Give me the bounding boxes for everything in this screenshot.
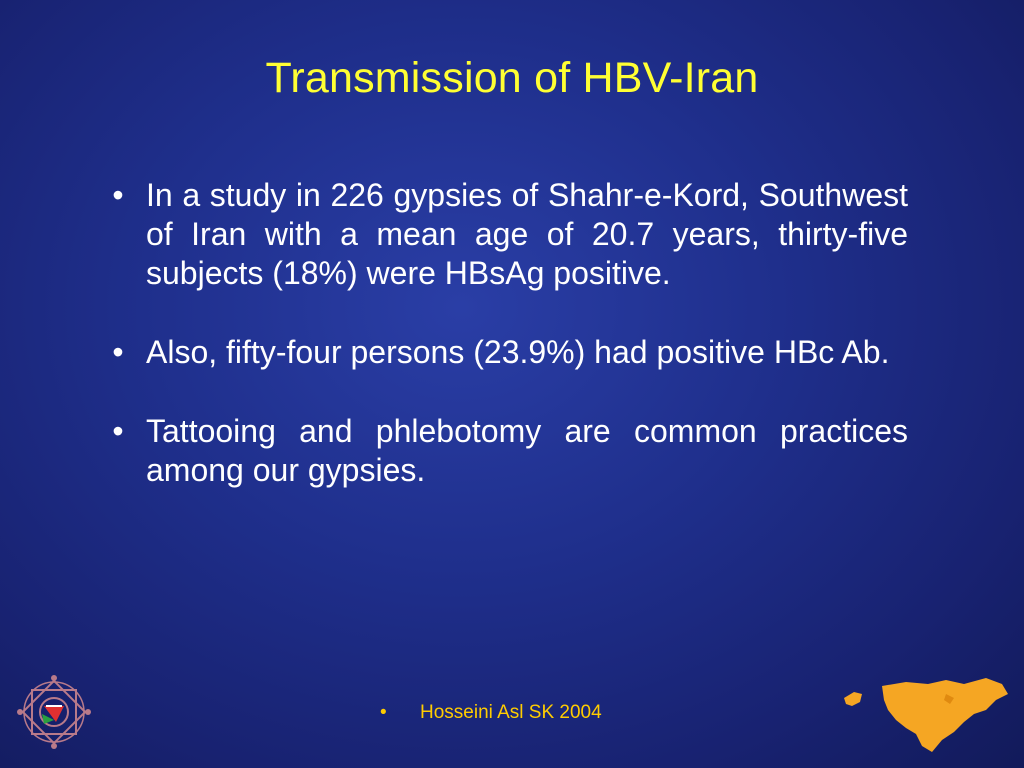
bullet-list xyxy=(108,176,908,530)
footer-citation xyxy=(380,700,602,726)
bullet-item xyxy=(108,412,908,490)
citation-text: Hosseini Asl SK 2004 xyxy=(420,702,602,723)
bullet-text: In a study in 226 gypsies of Shahr-e-Kord, Southwest of Iran with a mean age of 20.7 years, thirty-five subjects (18%) were HBsAg positive. xyxy=(146,177,908,291)
footer-marker: • xyxy=(380,702,387,723)
institution-emblem-icon xyxy=(14,672,94,752)
bullet-item xyxy=(108,176,908,293)
bullet-marker: • xyxy=(112,413,124,449)
bullet-item xyxy=(108,333,908,372)
bullet-marker: • xyxy=(112,177,124,213)
bullet-text: Also, fifty-four persons (23.9%) had positive HBc Ab. xyxy=(146,334,890,370)
slide-title: Transmission of HBV-Iran xyxy=(265,54,759,102)
bullet-marker: • xyxy=(112,334,124,370)
bullet-text: Tattooing and phlebotomy are common practices among our gypsies. xyxy=(146,413,908,488)
middle-east-map-icon xyxy=(836,670,1016,760)
